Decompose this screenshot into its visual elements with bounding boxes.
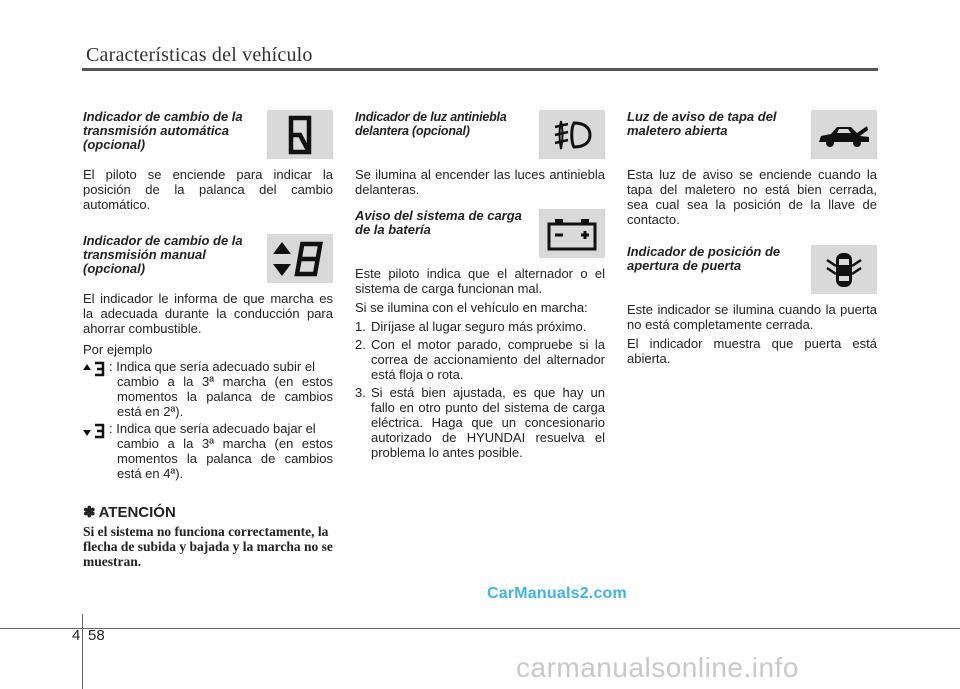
battery-icon: [539, 209, 605, 258]
section-body-2: El indicador muestra que puerta está abierta.: [627, 336, 877, 366]
gear-up-lead: : Indica que sería adecuado subir el: [109, 359, 315, 374]
header-rule: [82, 68, 878, 71]
gear-down-row: [83, 421, 333, 481]
section-body: Este piloto indica que el alternador o el sistema de carga funcionan mal.: [355, 266, 605, 296]
section-body: El indicador le informa de que marcha es la adecuada durante la conducción para ahorrar combustible.: [83, 291, 333, 336]
gear-down-icon: [83, 423, 107, 439]
attention-star-icon: ✽: [83, 504, 96, 521]
steps-list: [355, 319, 605, 460]
door-open-icon: [811, 245, 877, 294]
watermark-link[interactable]: CarManuals2.com: [487, 585, 627, 602]
section-title: Luz de aviso de tapa del maletero abierta: [627, 109, 777, 138]
footer-divider: [82, 614, 83, 689]
example-label: Por ejemplo: [83, 342, 153, 357]
gear-shift-arrows-icon: [267, 234, 333, 283]
footer-rule: [0, 628, 960, 629]
section-title: Indicador de posición de apertura de puerta: [627, 244, 781, 273]
page-number: 58: [88, 627, 105, 644]
attention-body: Si el sistema no funciona correctamente, la flecha de subida y bajada y la marcha no se muestran.: [83, 524, 333, 569]
front-fog-light-icon: [539, 110, 605, 159]
gear-up-rest: cambio a la 3ª marcha (en estos momentos la palanca de cambios está en 2ª).: [117, 374, 333, 419]
section-title: Indicador de luz antiniebla delantera (opcional): [355, 110, 507, 138]
gear-down-lead: : Indica que sería adecuado bajar el: [109, 421, 316, 436]
trunk-open-icon: [811, 110, 877, 159]
section-manual-transmission: [83, 234, 333, 481]
column-1: [83, 110, 333, 569]
list-item: 1. Diríjase al lugar seguro más próximo.: [355, 319, 587, 334]
transmission-8-icon: [267, 110, 333, 159]
list-item: 3. Si está bien ajustada, es que hay un fallo en otro punto del sistema de carga eléctrica. Haga que un concesionario autorizado de HYUNDAI resuelva el problema lo antes posible.: [355, 385, 605, 460]
attention-title: ATENCIÓN: [98, 503, 176, 521]
gear-down-rest: cambio a la 3ª marcha (en estos momentos la palanca de cambios está en 4ª).: [117, 436, 333, 481]
section-door-open: [627, 245, 877, 366]
section-body: Se ilumina al encender las luces antiniebla delanteras.: [355, 167, 605, 197]
section-title: Indicador de cambio de la transmisión automática (opcional): [83, 109, 243, 152]
watermark-footer: carmanualsonline.info: [516, 652, 799, 683]
column-2: [355, 110, 605, 463]
section-title: Aviso del sistema de carga de la batería: [355, 208, 522, 237]
section-trunk-open: [627, 110, 877, 227]
section-body-intro: Si se ilumina con el vehículo en marcha:: [355, 300, 588, 315]
section-automatic-transmission: [83, 110, 333, 212]
section-title: Indicador de cambio de la transmisión manual (opcional): [83, 233, 243, 276]
column-3: [627, 110, 877, 366]
list-item: 2. Con el motor parado, compruebe si la correa de accionamiento del alternador está floja o rota.: [355, 337, 605, 382]
section-battery: [355, 209, 605, 460]
section-body: Esta luz de aviso se enciende cuando la tapa del maletero no está bien cerrada, sea cual sea la posición de la llave de contacto.: [627, 167, 877, 227]
section-body: El piloto se enciende para indicar la posición de la palanca del cambio automático.: [83, 167, 333, 212]
gear-up-row: [83, 359, 333, 419]
attention-box: [83, 503, 333, 569]
page-header-title: Características del vehículo: [86, 44, 313, 66]
section-front-fog: [355, 110, 605, 197]
section-body: Este indicador se ilumina cuando la puerta no está completamente cerrada.: [627, 302, 877, 332]
chapter-number: 4: [72, 627, 81, 644]
gear-up-icon: [83, 361, 107, 377]
